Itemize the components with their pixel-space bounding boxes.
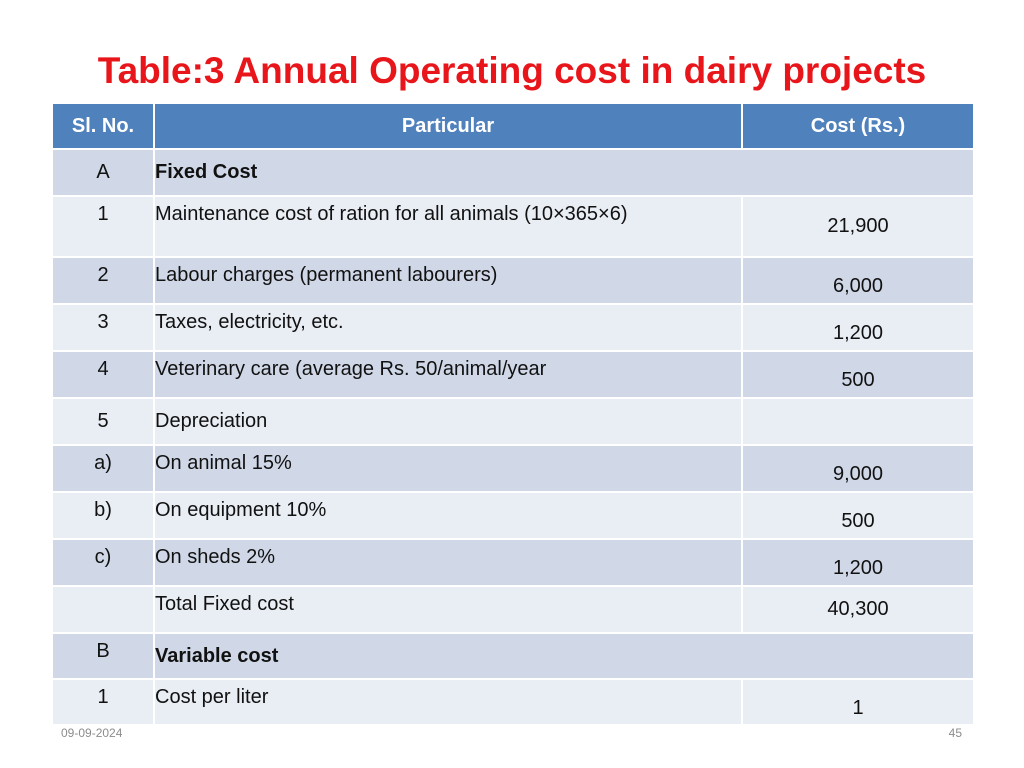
row-cost: 6,000 [742, 257, 974, 304]
row-sl: B [52, 633, 154, 679]
header-particular: Particular [154, 103, 742, 149]
row-sl: 2 [52, 257, 154, 304]
row-particular: On equipment 10% [154, 492, 742, 539]
row-particular: Variable cost [154, 633, 974, 679]
row-cost [742, 398, 974, 445]
table-header-row [52, 103, 974, 149]
row-sl: a) [52, 445, 154, 492]
table-row [52, 633, 974, 679]
row-sl: 4 [52, 351, 154, 398]
row-sl: c) [52, 539, 154, 586]
table-row [52, 539, 974, 586]
table-row [52, 149, 974, 196]
row-cost: 21,900 [742, 196, 974, 257]
row-sl: 5 [52, 398, 154, 445]
row-sl: A [52, 149, 154, 196]
row-particular: Labour charges (permanent labourers) [154, 257, 742, 304]
table-row [52, 679, 974, 725]
row-sl [52, 586, 154, 633]
footer-date: 09-09-2024 [61, 726, 123, 740]
table-row [52, 445, 974, 492]
row-cost: 9,000 [742, 445, 974, 492]
table-row [52, 398, 974, 445]
row-cost: 500 [742, 351, 974, 398]
header-cost: Cost (Rs.) [742, 103, 974, 149]
row-particular: Maintenance cost of ration for all animals (10×365×6) [154, 196, 742, 257]
row-sl: 1 [52, 196, 154, 257]
row-cost: 40,300 [742, 586, 974, 633]
row-particular: Taxes, electricity, etc. [154, 304, 742, 351]
table-row [52, 196, 974, 257]
row-particular: On animal 15% [154, 445, 742, 492]
row-particular: Veterinary care (average Rs. 50/animal/year [154, 351, 742, 398]
row-sl: b) [52, 492, 154, 539]
table-row [52, 586, 974, 633]
slide-title: Table:3 Annual Operating cost in dairy projects [97, 50, 927, 91]
row-particular: On sheds 2% [154, 539, 742, 586]
row-particular: Fixed Cost [154, 149, 974, 196]
row-sl: 1 [52, 679, 154, 725]
footer-page-number: 45 [948, 726, 962, 740]
table-row [52, 304, 974, 351]
row-cost: 1,200 [742, 539, 974, 586]
table-row [52, 351, 974, 398]
row-sl: 3 [52, 304, 154, 351]
table-row [52, 257, 974, 304]
row-particular: Cost per liter [154, 679, 742, 725]
row-cost: 1 [742, 679, 974, 725]
table-row [52, 492, 974, 539]
row-particular: Depreciation [154, 398, 742, 445]
row-cost: 500 [742, 492, 974, 539]
row-cost: 1,200 [742, 304, 974, 351]
row-particular: Total Fixed cost [154, 586, 742, 633]
header-sl-no: Sl. No. [52, 103, 154, 149]
operating-cost-table [51, 102, 975, 726]
